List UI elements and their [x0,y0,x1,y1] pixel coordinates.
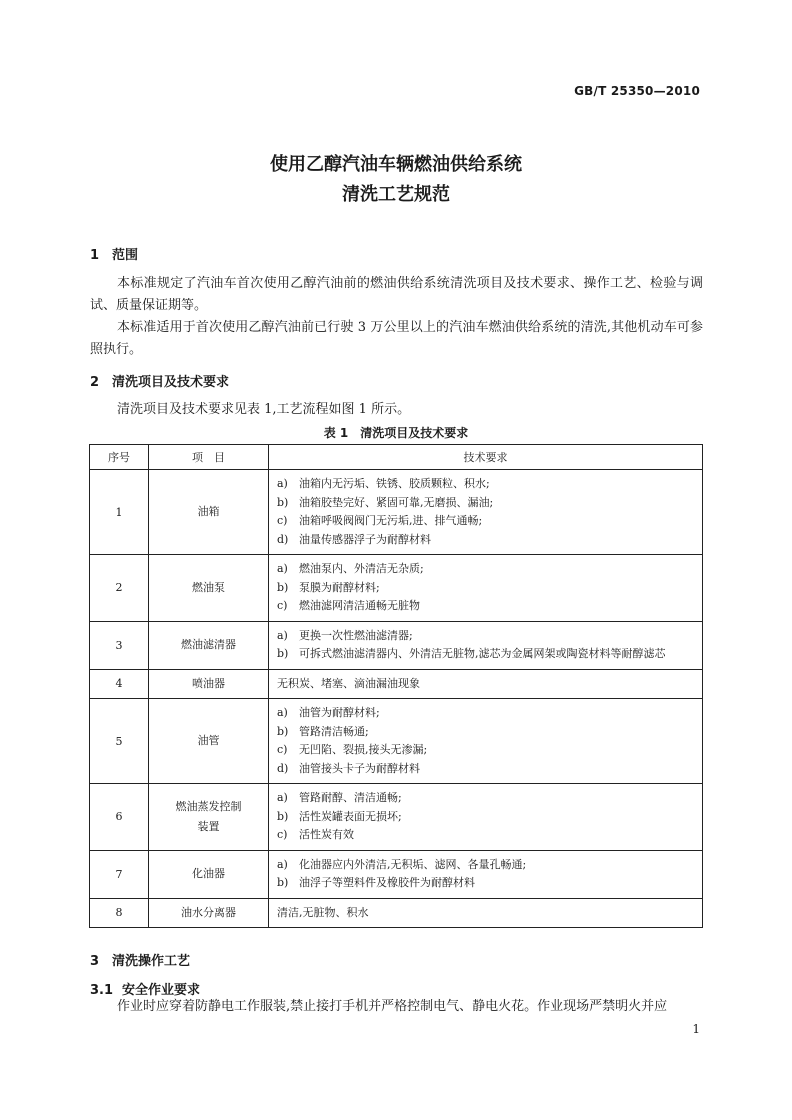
requirement-line [277,856,694,875]
requirement-text: 化油器应内外清洁,无积垢、滤网、各量孔畅通; [299,857,527,871]
section-number: 2 [90,375,100,390]
requirement-marker: b) [277,809,289,823]
row-number: 6 [90,784,149,851]
row-requirements [269,699,703,784]
requirement-line [277,675,694,694]
requirement-marker: b) [277,647,289,660]
section-number: 3.1 [90,983,114,998]
requirement-line [277,627,694,646]
requirement-text: 无凹陷、裂损,接头无渗漏; [299,743,428,756]
row-requirements [269,555,703,622]
row-requirements [269,898,703,928]
row-number: 8 [90,898,149,928]
requirement-text: 油箱内无污垢、铁锈、胶质颗粒、积水; [299,477,490,490]
requirement-marker: b) [277,876,289,889]
requirement-marker: b) [277,580,289,594]
table-row [90,669,703,699]
requirement-text: 燃油泵内、外清洁无杂质; [299,562,424,575]
table-row [90,898,703,928]
requirement-text: 活性炭有效 [299,828,354,841]
requirement-marker: d) [277,532,289,546]
section-title: 安全作业要求 [122,983,201,998]
table-row [90,621,703,669]
requirement-line [277,494,694,513]
requirement-marker: a) [277,706,288,719]
row-item: 化油器 [149,850,269,898]
section-number: 1 [90,248,100,263]
document-title [0,150,792,210]
requirement-line [277,826,694,845]
requirement-text: 油浮子等塑料件及橡胶件为耐醇材料 [299,876,475,889]
requirement-text: 可拆式燃油滤清器内、外清洁无脏物,滤芯为金属网架或陶瓷材料等耐醇滤芯 [299,647,666,660]
requirement-text: 管路耐醇、清洁通畅; [299,791,402,804]
section-1-paragraph-1: 本标准规定了汽油车首次使用乙醇汽油前的燃油供给系统清洗项目及技术要求、操作工艺、检验与调试、质量保证期等。 [90,276,703,313]
requirement-marker: c) [277,743,288,756]
row-number: 4 [90,669,149,699]
row-item: 燃油滤清器 [149,621,269,669]
requirement-marker: c) [277,599,288,612]
requirement-line [277,808,694,827]
row-item: 油箱 [149,470,269,555]
row-item: 燃油泵 [149,555,269,622]
requirement-text: 无积炭、堵塞、滴油漏油现象 [277,676,420,690]
row-requirements [269,621,703,669]
row-item: 喷油器 [149,669,269,699]
page-number: 1 [692,1022,700,1036]
section-1-heading [90,244,138,263]
requirement-marker: d) [277,761,289,775]
requirement-text: 活性炭罐表面无损坏; [299,809,402,823]
requirement-line [277,874,694,893]
row-number: 5 [90,699,149,784]
requirement-text: 油管为耐醇材料; [299,706,380,719]
row-requirements [269,784,703,851]
section-3-heading [90,950,190,969]
section-title: 清洗项目及技术要求 [112,375,230,390]
section-number: 3 [90,954,100,969]
row-number: 2 [90,555,149,622]
table-row [90,850,703,898]
requirement-marker: a) [277,791,288,804]
row-number: 1 [90,470,149,555]
row-requirements [269,669,703,699]
title-line-2: 清洗工艺规范 [342,184,450,205]
row-item: 燃油蒸发控制装置 [149,784,269,851]
section-title: 范围 [112,248,139,263]
requirement-line [277,512,694,531]
requirement-line [277,704,694,723]
requirement-text: 管路清洁畅通; [299,724,369,738]
requirement-marker: b) [277,495,289,509]
table-row [90,784,703,851]
table-row [90,470,703,555]
requirement-marker: c) [277,828,288,841]
requirement-line [277,789,694,808]
requirement-line [277,723,694,742]
requirement-marker: b) [277,724,289,738]
requirement-line [277,741,694,760]
header-no: 序号 [90,445,149,470]
row-requirements [269,470,703,555]
row-item: 油水分离器 [149,898,269,928]
section-2-heading [90,371,229,390]
requirement-line [277,579,694,598]
section-3-1-paragraph: 作业时应穿着防静电工作服装,禁止接打手机并严格控制电气、静电火花。作业现场严禁明火并应 [117,999,668,1014]
requirement-line [277,645,694,664]
table-header-row [90,445,703,470]
requirements-table [89,444,703,928]
requirement-line [277,475,694,494]
requirement-marker: a) [277,857,288,871]
requirement-text: 油箱胶垫完好、紧固可靠,无磨损、漏油; [299,495,494,509]
requirement-text: 油量传感器浮子为耐醇材料 [299,532,431,546]
table-row [90,699,703,784]
header-item: 项 目 [149,445,269,470]
requirement-text: 更换一次性燃油滤清器; [299,628,413,642]
requirement-text: 泵膜为耐醇材料; [299,580,380,594]
title-line-1: 使用乙醇汽油车辆燃油供给系统 [270,154,522,175]
requirement-line [277,560,694,579]
requirement-line [277,597,694,616]
row-number: 7 [90,850,149,898]
table-row [90,555,703,622]
requirement-text: 油管接头卡子为耐醇材料 [299,761,420,775]
requirement-line [277,531,694,550]
standard-code: GB/T 25350—2010 [574,84,700,98]
requirement-text: 清洁,无脏物、积水 [277,905,369,919]
row-number: 3 [90,621,149,669]
requirement-line [277,760,694,779]
row-item: 油管 [149,699,269,784]
header-requirements: 技术要求 [269,445,703,470]
row-requirements [269,850,703,898]
requirement-text: 油箱呼吸阀阀门无污垢,进、排气通畅; [299,514,483,527]
requirement-marker: c) [277,514,288,527]
requirement-marker: a) [277,477,288,490]
requirement-marker: a) [277,628,288,642]
section-2-paragraph: 清洗项目及技术要求见表 1,工艺流程如图 1 所示。 [117,402,411,417]
table-caption: 表 1 清洗项目及技术要求 [323,426,469,440]
requirement-line [277,904,694,923]
section-title: 清洗操作工艺 [112,954,191,969]
requirement-marker: a) [277,562,288,575]
section-1-paragraph-2: 本标准适用于首次使用乙醇汽油前已行驶 3 万公里以上的汽油车燃油供给系统的清洗,其他机动车可参照执行。 [90,320,703,357]
requirement-text: 燃油滤网清洁通畅无脏物 [299,599,420,612]
table-body [90,470,703,928]
